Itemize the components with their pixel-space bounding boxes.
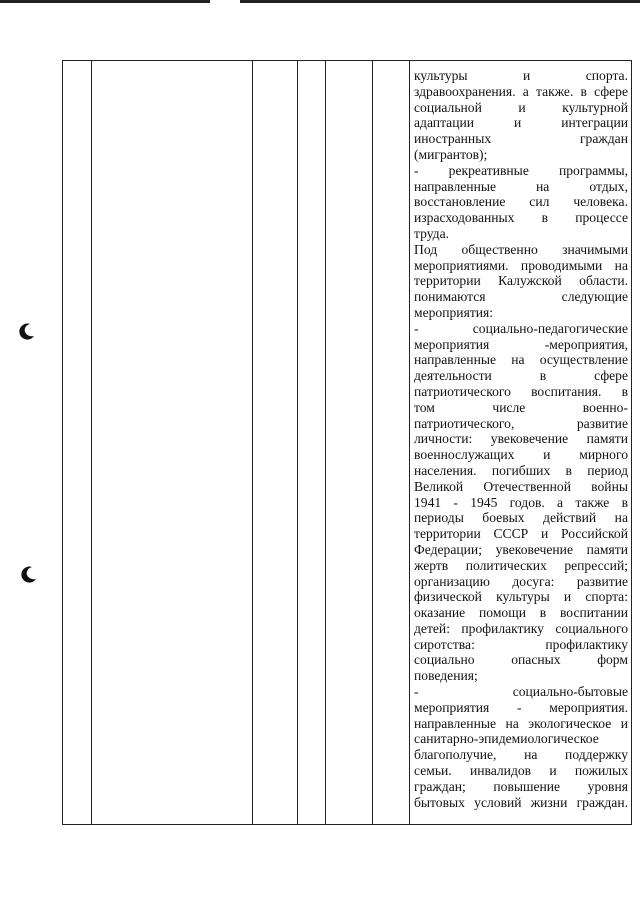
text-line: военнослужащих и мирного: [414, 447, 628, 463]
text-line: Великой Отечественной войны: [414, 478, 628, 494]
text-line: деятельности в сфере: [414, 368, 628, 384]
text-line: 1941 - 1945 годов. а также в: [414, 494, 628, 510]
text-line: периоды боевых действий на: [414, 510, 628, 526]
table-cell-col4: [298, 61, 326, 825]
text-line: здравоохранения. а также. в сфере: [414, 83, 628, 99]
text-line: иностранных граждан: [414, 131, 628, 147]
text-line: санитарно-эпидемиологическое: [414, 731, 599, 747]
scan-border-gap: [210, 0, 240, 3]
text-line: мероприятиями. проводимыми на: [414, 257, 628, 273]
text-line: патриотического, развитие: [414, 415, 628, 431]
table-cell-name: [92, 61, 253, 825]
text-line: территории Калужской области.: [414, 273, 628, 289]
text-line: Федерации; увековечение памяти: [414, 541, 628, 557]
text-line: мероприятия:: [414, 304, 494, 320]
text-line: патриотического воспитания. в: [414, 383, 628, 399]
table-cell-description: [410, 61, 632, 825]
text-line: культуры и спорта.: [414, 68, 628, 83]
text-line: сиротства: профилактику: [414, 636, 628, 652]
text-line: Под общественно значимыми: [414, 241, 628, 257]
punch-hole-mark-top: [18, 322, 36, 340]
text-line: труда.: [414, 225, 450, 241]
text-line: детей: профилактику социального: [414, 620, 628, 636]
text-line: физической культуры и спорта:: [414, 589, 628, 605]
text-line: бытовых условий жизни граждан.: [414, 794, 628, 810]
text-line: социально опасных форм: [414, 652, 628, 668]
text-line: - социально-педагогические: [414, 320, 628, 336]
text-line: личности: увековечение памяти: [414, 431, 628, 447]
text-line: поведения;: [414, 668, 478, 684]
text-line: жертв политических репрессий;: [414, 557, 628, 573]
table-cell-col5: [326, 61, 373, 825]
text-line: граждан; повышение уровня: [414, 778, 628, 794]
text-line: направленные на осуществление: [414, 352, 628, 368]
text-line: благополучие, на поддержку: [414, 747, 628, 763]
description-text: [414, 68, 628, 810]
scan-top-border: [0, 0, 640, 3]
document-table: [62, 60, 632, 825]
text-line: направленные на отдых,: [414, 178, 628, 194]
punch-hole-mark-bottom: [20, 565, 38, 583]
text-line: территории СССР и Российской: [414, 526, 628, 542]
table-cell-col6: [373, 61, 410, 825]
text-line: (мигрантов);: [414, 146, 488, 162]
text-line: восстановление сил человека.: [414, 194, 628, 210]
text-line: семьи. инвалидов и пожилых: [414, 763, 628, 779]
table-cell-col3: [253, 61, 298, 825]
text-line: социальной и культурной: [414, 99, 628, 115]
table-row: [63, 61, 632, 825]
text-line: израсходованных в процессе: [414, 210, 628, 226]
text-line: населения. погибших в период: [414, 462, 628, 478]
text-line: том числе военно-: [414, 399, 628, 415]
table-cell-number: [63, 61, 92, 825]
text-line: мероприятия - мероприятия.: [414, 699, 628, 715]
text-line: мероприятия -мероприятия,: [414, 336, 628, 352]
text-line: оказание помощи в воспитании: [414, 605, 628, 621]
text-line: понимаются следующие: [414, 289, 628, 305]
text-line: организацию досуга: развитие: [414, 573, 628, 589]
text-line: - социально-бытовые: [414, 684, 628, 700]
text-line: направленные на экологическое и: [414, 715, 628, 731]
text-line: адаптации и интеграции: [414, 115, 628, 131]
text-line: - рекреативные программы,: [414, 162, 628, 178]
